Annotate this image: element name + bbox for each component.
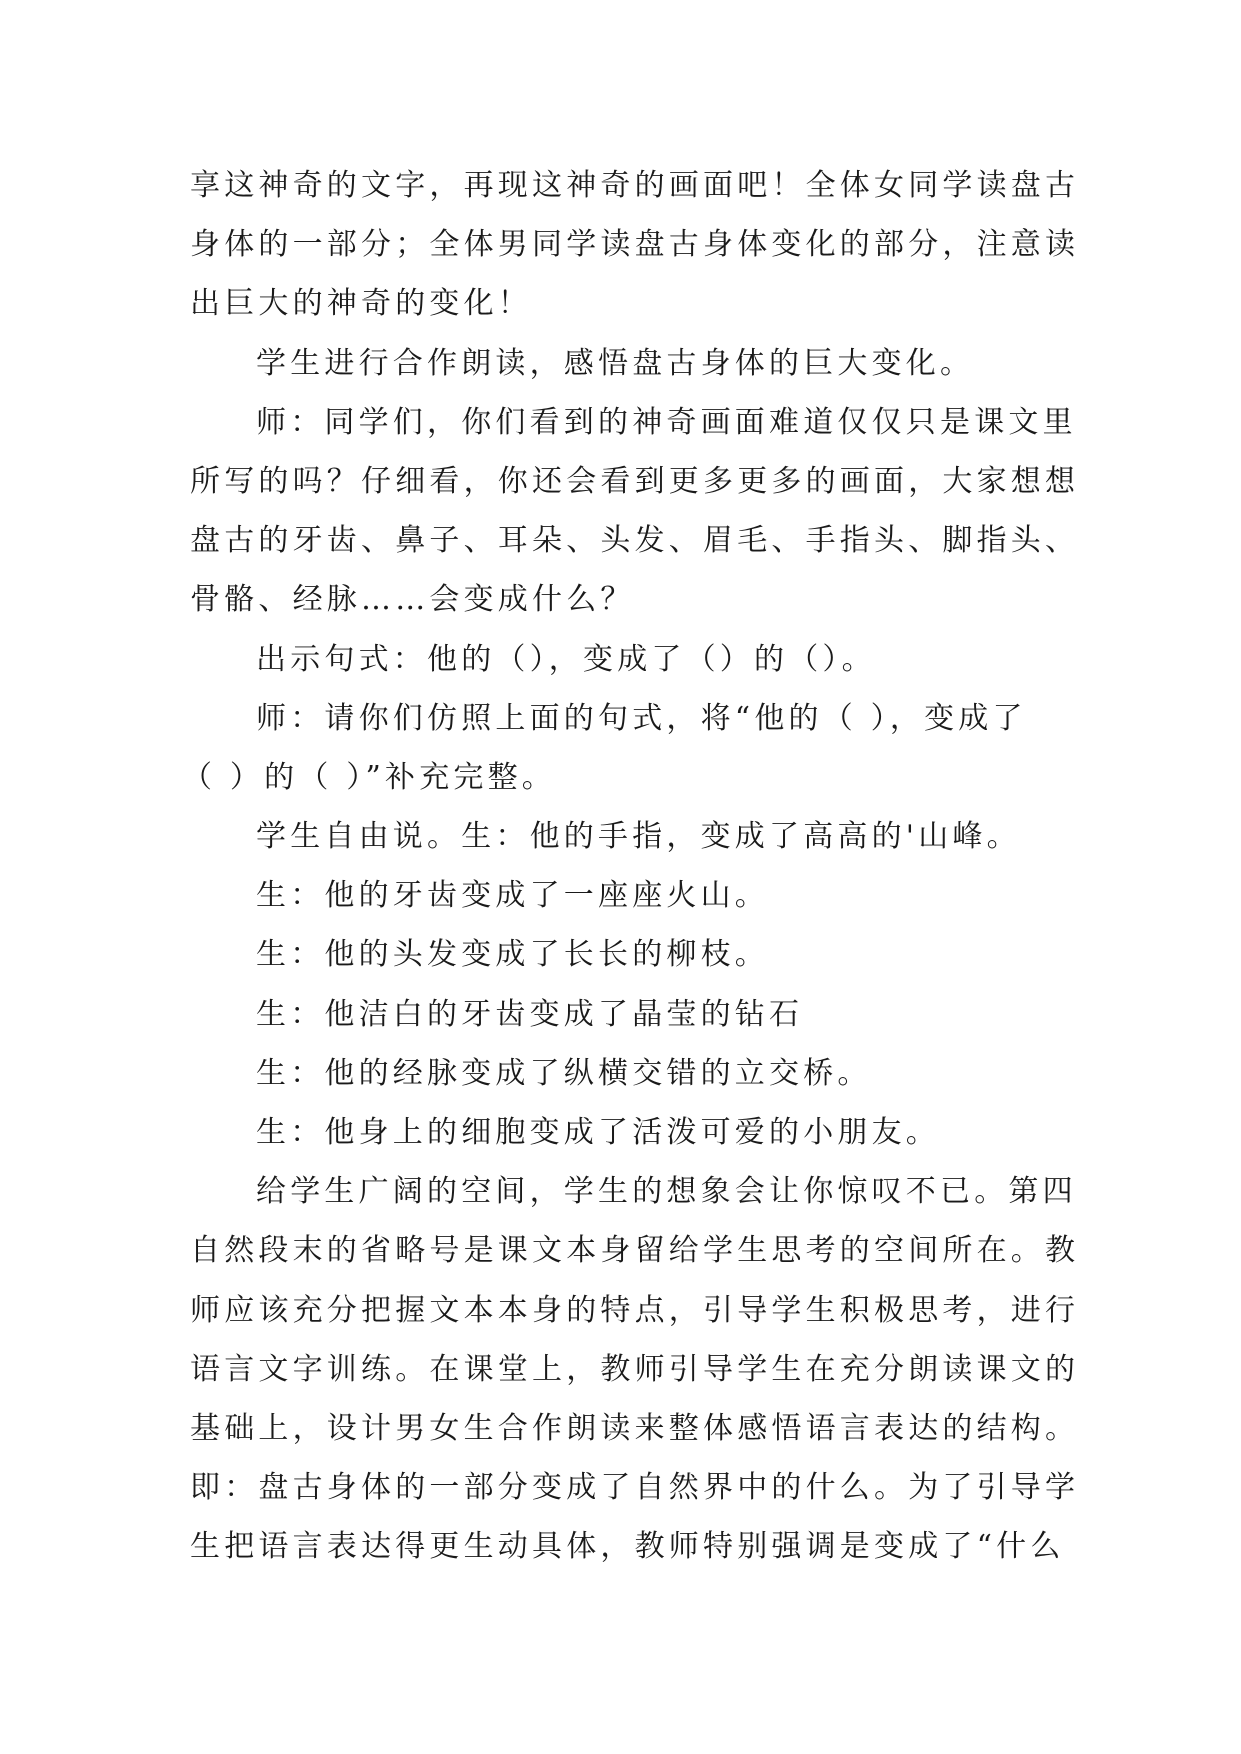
text-line: 出示句式：他的（），变成了（）的（）。	[256, 641, 876, 677]
text-line: 学生进行合作朗读，感悟盘古身体的巨大变化。	[256, 345, 975, 381]
document-page	[182, 156, 1080, 1577]
text-line: 自然段末的省略号是课文本身留给学生思考的空间所在。教	[190, 1233, 1080, 1269]
text-line: 骨骼、经脉……会变成什么？	[190, 582, 635, 618]
text-line: 出巨大的神奇的变化！	[190, 286, 532, 322]
text-line: 生：他的经脉变成了纵横交错的立交桥。	[256, 1055, 872, 1091]
text-line: 所写的吗？仔细看，你还会看到更多更多的画面，大家想想	[190, 463, 1080, 499]
text-line: 即：盘古身体的一部分变成了自然界中的什么。为了引导学	[190, 1470, 1080, 1506]
text-line: 身体的一部分；全体男同学读盘古身体变化的部分，注意读	[190, 227, 1080, 263]
text-line: 享这神奇的文字，再现这神奇的画面吧！全体女同学读盘古	[190, 168, 1080, 203]
text-line: 师应该充分把握文本本身的特点，引导学生积极思考，进行	[190, 1292, 1080, 1328]
text-line: 学生自由说。生：他的手指，变成了高高的'山峰。	[256, 819, 1021, 855]
text-line: 生：他的牙齿变成了一座座火山。	[256, 878, 769, 914]
text-line: 盘古的牙齿、鼻子、耳朵、头发、眉毛、手指头、脚指头、	[190, 523, 1080, 559]
text-line: 生：他身上的细胞变成了活泼可爱的小朋友。	[256, 1115, 940, 1150]
text-line: 语言文字训练。在课堂上，教师引导学生在充分朗读课文的	[190, 1351, 1080, 1387]
text-line: 给学生广阔的空间，学生的想象会让你惊叹不已。第四	[256, 1174, 1077, 1210]
text-line: 生：他洁白的牙齿变成了晶莹的钻石	[256, 996, 804, 1032]
text-line: 生：他的头发变成了长长的柳枝。	[256, 937, 769, 973]
text-line: （ ）的（ ）”补充完整。	[182, 759, 557, 795]
text-line: 师：同学们，你们看到的神奇画面难道仅仅只是课文里	[256, 404, 1077, 440]
text-line: 生把语言表达得更生动具体，教师特别强调是变成了“什么	[190, 1529, 1065, 1565]
text-line: 基础上，设计男女生合作朗读来整体感悟语言表达的结构。	[190, 1410, 1080, 1446]
text-line: 师：请你们仿照上面的句式，将“他的（ ），变成了	[256, 700, 1027, 736]
